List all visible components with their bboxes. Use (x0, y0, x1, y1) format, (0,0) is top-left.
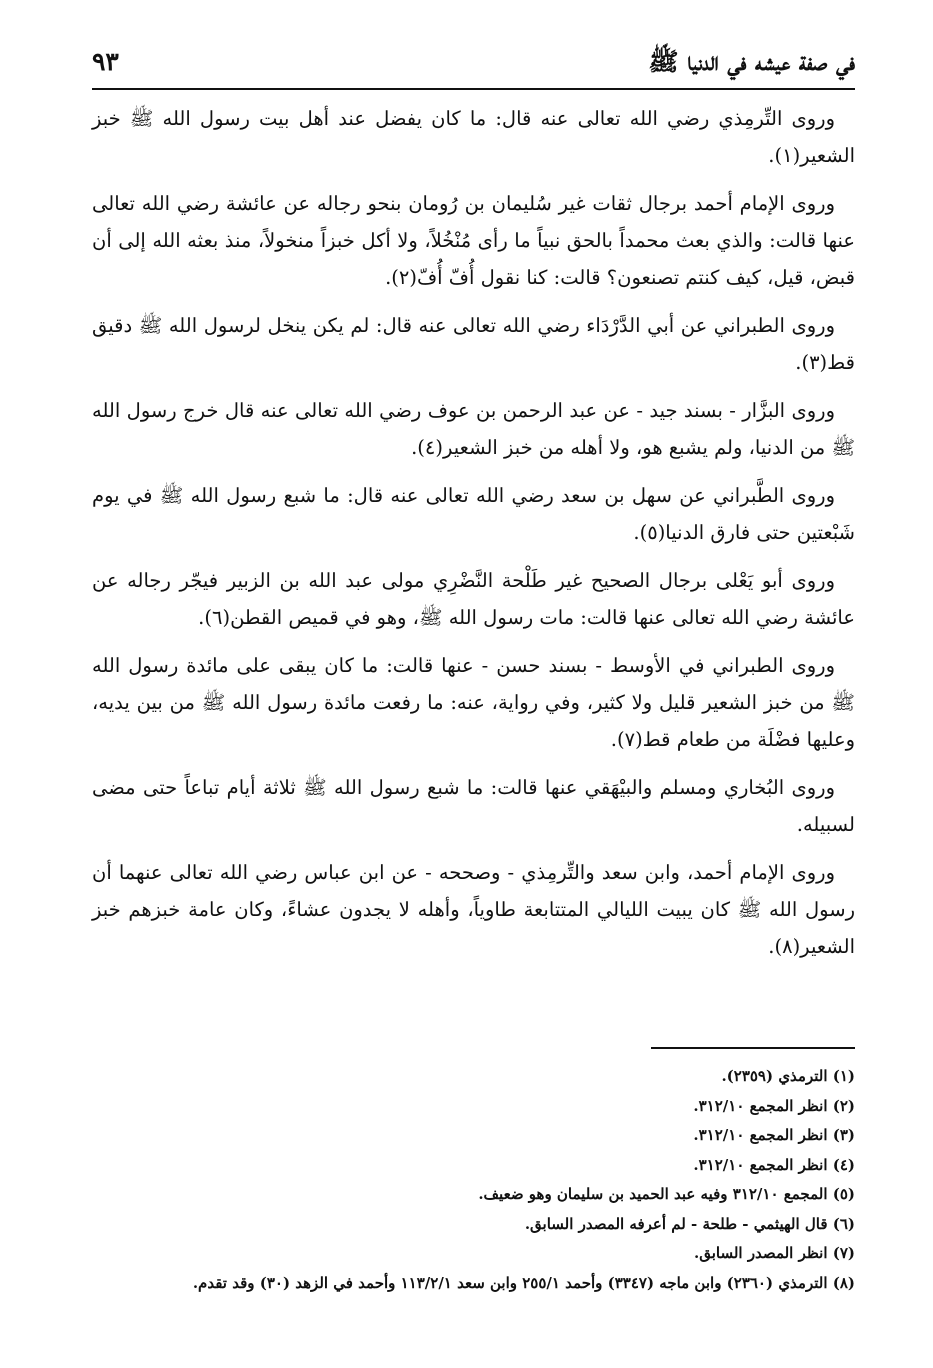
paragraph: وروى الطَّبراني عن سهل بن سعد رضي الله تعالى عنه قال: ما شبع رسول الله ﷺ في يوم شَبْعتين حتى فارق الدنيا(٥). (92, 484, 855, 544)
paragraph: وروى الإمام أحمد برجال ثقات غير سُليمان بن رُومان بنحو رجاله عن عائشة رضي الله تعالى عنها قالت: والذي بعث محمداً بالحق نبياً ما رأى مُنْخُلاً، ولا أكل خبزاً منخولاً، منذ بعثه الله إلى أن قبض، قيل، كيف كنتم تصنعون؟ قالت: كنا نقول أُفّ أُفّ(٢). (92, 192, 855, 289)
footnote: (٥) المجمع ٣١٢/١٠ وفيه عبد الحميد بن سليمان وهو ضعيف. (478, 1185, 855, 1203)
running-title: في صفة عيشه في الدنيا ﷺ (648, 47, 855, 76)
page-header (92, 40, 855, 90)
footnotes (92, 1062, 855, 1298)
footnote: (٤) انظر المجمع ٣١٢/١٠. (693, 1155, 855, 1174)
footnote: (٨) الترمذي (٢٣٦٠) وابن ماجه (٣٣٤٧) وأحمد ٢٥٥/١ وابن سعد ١١٣/٢/١ وأحمد في الزهد (٣٠) وقد تقدم. (192, 1273, 855, 1292)
main-text (92, 100, 855, 976)
footnote: (٣) انظر المجمع ٣١٢/١٠. (693, 1126, 855, 1144)
paragraph: وروى الطبراني عن أبي الدَّرْدَاء رضي الله تعالى عنه قال: لم يكن ينخل لرسول الله ﷺ دقيق قط(٣). (92, 314, 855, 374)
paragraph: وروى الطبراني في الأوسط - بسند حسن - عنها قالت: ما كان يبقى على مائدة رسول الله ﷺ من خبز الشعير قليل ولا كثير، وفي رواية، عنه: ما رفعت مائدة رسول الله ﷺ من بين يديه، وعليها فضْلَة من طعام قط(٧). (92, 654, 855, 751)
footnote: (٦) قال الهيثمي - طلحة - لم أعرفه المصدر السابق. (524, 1214, 855, 1233)
footnote: (١) الترمذي (٢٣٥٩). (721, 1067, 855, 1085)
paragraph: وروى التِّرمِذي رضي الله تعالى عنه قال: ما كان يفضل عند أهل بيت رسول الله ﷺ خبز الشعير(١). (92, 107, 855, 167)
footnote-divider (651, 1047, 855, 1049)
paragraph: وروى أبو يَعْلى برجال الصحيح غير طَلْحة النَّضْرِي مولى عبد الله بن الزبير فيجّر رجاله عن عائشة رضي الله تعالى عنها قالت: مات رسول الله ﷺ، وهو في قميص القطن(٦). (92, 569, 855, 629)
paragraph: وروى الإمام أحمد، وابن سعد والتِّرمِذي - وصححه - عن ابن عباس رضي الله تعالى عنهما أن رسول الله ﷺ كان يبيت الليالي المتتابعة طاوياً، وأهله لا يجدون عشاءً، وكان عامة خبزهم خبز الشعير(٨). (92, 861, 855, 958)
page-number: ٩٣ (92, 47, 119, 76)
footnote: (٢) انظر المجمع ٣١٢/١٠. (693, 1096, 855, 1115)
paragraph: وروى البُخاري ومسلم والبيْهَقي عنها قالت: ما شبع رسول الله ﷺ ثلاثة أيام تباعاً حتى مضى لسبيله. (92, 776, 855, 836)
paragraph: وروى البزَّار - بسند جيد - عن عبد الرحمن بن عوف رضي الله تعالى عنه قال خرج رسول الله ﷺ من الدنيا، ولم يشبع هو، ولا أهله من خبز الشعير(٤). (92, 399, 855, 459)
footnote: (٧) انظر المصدر السابق. (694, 1244, 855, 1262)
